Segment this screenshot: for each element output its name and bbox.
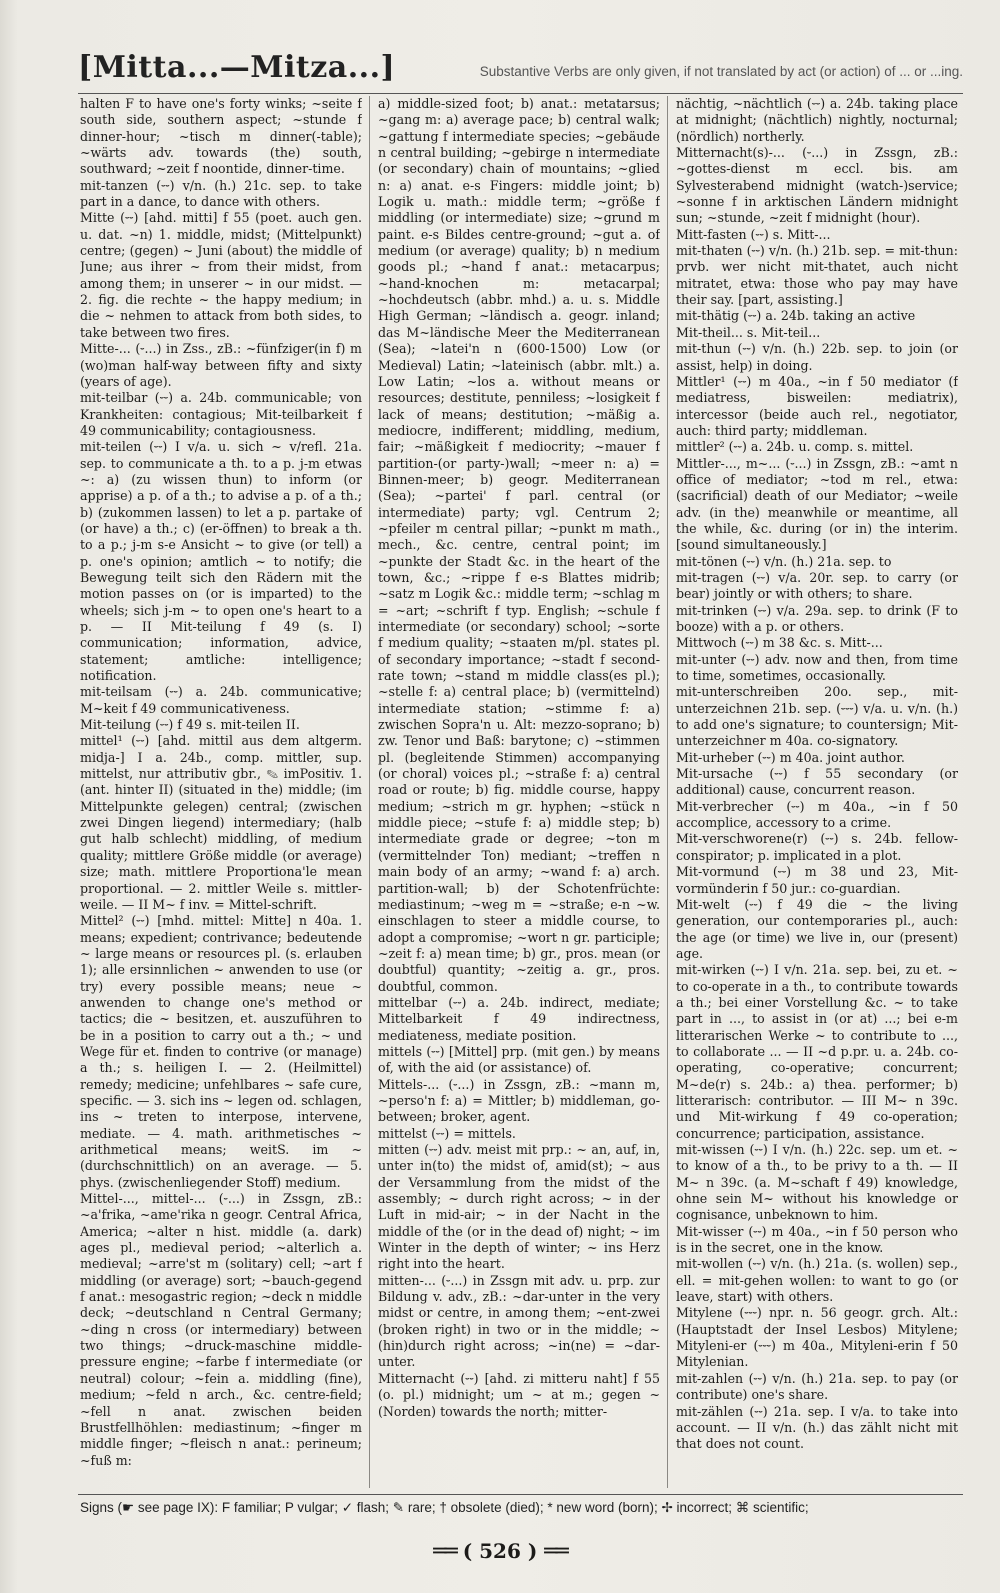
dictionary-entry: mit-wollen (⏑⏑) v/n. (h.) 21a. (s. wollen) sep., ell. = mit-gehen wollen: to want to go (or leave, start) with others. xyxy=(676,1256,958,1305)
dictionary-entry: mit-zahlen (⏑⏑) v/n. (h.) 21a. sep. to pay (or contribute) one's share. xyxy=(676,1370,958,1403)
dictionary-entry: mit-teilen (⏑⏑) I v/a. u. sich ~ v/refl. 21a. sep. to communicate a th. to a p. j-m etwas ~: a) (zu wissen thun) to inform (or apprise) a p. of a th.; to advise a p. of a th.; b) (zukommen lassen) to let a p. partake of (or have) a th.; c) (er-öffnen) to break a th. to a p.; j-m s-e Ansicht ~ to give (or tell) a p. one's opinion; amtlich ~ to notify; die Bewegung teilt sich den Rädern mit the motion passes on (or is imparted) to the wheels; sich j-m ~ to open one's heart to a p. — II Mit-teilung f 49 (s. I) communication; information, advice, statement; amtliche: intelligence; notification. xyxy=(80,439,362,684)
dictionary-entry: mittelst (⏑⏑) = mittels. xyxy=(378,1125,516,1141)
dictionary-entry: Mit-vormund (⏑⏑) m 38 und 23, Mit-vormünderin f 50 jur.: co-guardian. xyxy=(676,864,958,896)
dictionary-entry: Mittels-... (⏑...) in Zssgn, zB.: ~mann m, ~perso'n f: a) = Mittler; b) middleman, go-between; broker, agent. xyxy=(378,1076,660,1125)
dictionary-entry: Mit-wisser (⏑⏑) m 40a., ~in f 50 person who is in the secret, one in the know. xyxy=(676,1223,958,1256)
dictionary-entry: mittel¹ (⏑⏑) [ahd. mittil aus dem altgerm. midja-] I a. 24b., comp. mittler, sup. mittelst, nur attributiv gbr., ✎ imPositiv. 1. (ant. hinter II) (situated in the) middle; (im Mittelpunkte gelegen) central; (zwischen zwei Dingen liegend) intermediary; (halb gut halb schlecht) middling, of medium quality; mittlere Größe middle (or average) size; math. mittlere Proportiona'le mean proportional. — 2. mittler Weile s. mittler-weile. — II M~ f inv. = Mittel-schrift. xyxy=(80,733,362,912)
dictionary-entry: mit-trinken (⏑⏑) v/a. 29a. sep. to drink (F to booze) with a p. or others. xyxy=(676,602,958,634)
dictionary-entry: mit-zählen (⏑⏑) 21a. sep. I v/a. to take into account. — II v/n. (h.) das zählt nicht mit that does not count. xyxy=(676,1403,958,1452)
dictionary-entry: mit-teilsam (⏑⏑) a. 24b. communicative; M~keit f 49 communicativeness. xyxy=(80,684,362,716)
dictionary-entry: mitten-... (⏑...) in Zssgn mit adv. u. prp. zur Bildung v. adv., zB.: ~dar-unter in the very midst or centre, in among them; ~ent-zwei (broken right) in two or in the middle; ~(hin)durch right across; ~in(ne) = ~dar-unter. xyxy=(378,1272,660,1370)
dictionary-entry: mit-wirken (⏑⏑) I v/n. 21a. sep. bei, zu et. ~ to co-operate in a th., to contribute towards a th.; bei einer Vorstellung &c. ~ to take part in ..., to assist in (or at) ...; bei e-m litterarischen Werke ~ to contribute to ..., to collaborate ... — II ~d p.pr. u. a. 24b. co-operating, co-operative; concurrent; M~de(r) s. 24b.: a) thea. performer; b) litterarisch: contributor. — III M~ n 39c. und Mit-wirkung f 49 co-operation; concurrence; participation, assistance. xyxy=(676,962,958,1141)
dictionary-entry: Mittwoch (⏑⏑) m 38 &c. s. Mitt-... xyxy=(676,635,883,651)
dictionary-entry: mit-unter (⏑⏑) adv. now and then, from time to time, sometimes, occasionally. xyxy=(676,651,958,684)
dictionary-entry: Mitte (⏑⏑) [ahd. mitti] f 55 (poet. auch gen. u. dat. ~n) 1. middle, midst; (Mittelpunkt) centre; (gegen) ~ Juni (about) the middle of June; aus ihrer ~ from their midst, from among them; in unserer ~ in our midst. — 2. fig. die rechte ~ the happy medium; in die ~ nehmen to attack from both sides, to take between two fires. xyxy=(80,210,362,340)
dictionary-entry: Mit-welt (⏑⏑) f 49 die ~ the living generation, our contemporaries pl., auch: the age (or time) we live in, our (present) age. xyxy=(676,896,958,961)
ornament-bars-left: ══ xyxy=(433,1538,456,1564)
text-columns xyxy=(80,96,965,1491)
dictionary-entry: mit-tanzen (⏑⏑) v/n. (h.) 21c. sep. to take part in a dance, to dance with others. xyxy=(80,177,362,210)
dictionary-entry: Mittler¹ (⏑⏑) m 40a., ~in f 50 mediator (f mediatress, bisweilen: mediatrix), intercessor (beide auch rel., negotiator, auch: third party; middleman. xyxy=(676,373,958,438)
page-number-text: ( 526 ) xyxy=(462,1539,538,1563)
footer-rule xyxy=(78,1494,963,1495)
dictionary-entry: Mitternacht(s)-... (⏑...) in Zssgn, zB.: ~gottes-dienst m eccl. bis. am Sylvesterabend midnight (watch-)service; ~sonne f in arktischen Ländern midnight sun; ~stunde, ~zeit f midnight (hour). xyxy=(676,145,958,226)
dictionary-entry: mit-unterschreiben 20o. sep., mit-unterzeichnen 21b. sep. (⏑⏑⏑) v/a. u. v/n. (h.) to add one's signature; to countersign; Mit-unterzeichner m 40a. co-signatory. xyxy=(676,684,958,749)
dictionary-entry: mittels (⏑⏑) [Mittel] prp. (mit gen.) by means of, with the aid (or assistance) of. xyxy=(378,1043,660,1076)
dictionary-entry: Mittel² (⏑⏑) [mhd. mittel: Mitte] n 40a. 1. means; expedient; contrivance; bedeutende ~ large means or resources pl. (s. erlauben 1); alle ersinnlichen ~ anwenden to use (or try) every possible means; neue ~ anwenden to change one's method or tactics; die ~ besitzen, et. auszuführen to be in a position to carry out a th.; ~ und Wege für et. finden to contrive (or manage) a th.; s. heiligen I. — 2. (Heilmittel) remedy; medicine; unfehlbares ~ safe cure, specific. — 3. sich ins ~ legen od. schlagen, ins ~ treten to interpose, intervene, mediate. — 4. math. arithmetisches ~ arithmetical means; weitS. im ~ (durchschnittlich) on an average. — 5. phys. (zwischenliegender Stoff) medium. xyxy=(80,913,362,1190)
column-middle xyxy=(378,96,660,1491)
dictionary-entry: mittler² (⏑⏑) a. 24b. u. comp. s. mittel. xyxy=(676,439,914,455)
running-head: [Mitta...—Mitza...] xyxy=(78,50,396,85)
dictionary-entry: Mitternacht (⏑⏑) [ahd. zi mitteru naht] f 55 (o. pl.) midnight; um ~ at m.; gegen ~ (Norden) towards the north; mitter- xyxy=(378,1370,660,1419)
dictionary-entry: mit-thätig (⏑⏑) a. 24b. taking an active xyxy=(676,308,916,324)
dictionary-entry: Mit-ursache (⏑⏑) f 55 secondary (or additional) cause, concurrent reason. xyxy=(676,766,958,798)
dictionary-entry: halten F to have one's forty winks; ~seite f south side, southern aspect; ~stunde f dinner-hour; ~tisch m dinner(-table); ~wärts adv. towards (the) south, southward; ~zeit f noontide, dinner-time. xyxy=(80,96,362,177)
dictionary-entry: mit-thun (⏑⏑) v/n. (h.) 22b. sep. to join (or assist, help) in doing. xyxy=(676,341,958,373)
dictionary-entry: mittelbar (⏑⏑) a. 24b. indirect, mediate; Mittelbarkeit f 49 indirectness, mediateness, mediate position. xyxy=(378,994,660,1043)
dictionary-entry: a) middle-sized foot; b) anat.: metatarsus; ~gang m: a) average pace; b) central walk; ~gattung f intermediate species; ~gebäude n central building; ~gebirge n intermediate (or secondary) chain of mountains; ~glied n: a) anat. e-s Fingers: middle joint; b) Logik u. math.: middle term; ~größe f middling (or intermediate) size; ~grund m paint. e-s Bildes centre-ground; ~gut a. of medium (or average) quality; b) n medium goods pl.; ~hand f anat.: metacarpus; ~hand-knochen m: metacarpal; ~hochdeutsch (abbr. mhd.) a. u. s. Middle High German; ~ländisch a. geogr. inland; das M~ländische Meer the Mediterranean (Sea); ~latei'n n (600-1500) Low (or Medieval) Latin; ~lateinisch (abbr. mlt.) a. Low Latin; ~los a. without means or resources; destitute, penniless; ~losigkeit f lack of means; destitution; ~mäßig a. mediocre, indifferent; middling, medium, fair; ~mäßigkeit f mediocrity; ~mauer f partition-(or party-)wall; ~meer n: a) = Binnen-meer; b) geogr. Mediterranean (Sea); ~partei' f parl. central (or intermediate) party; vgl. Centrum 2; ~pfeiler m central pillar; ~punkt m math., mech., &c. centre, central point; im ~punkte der Stadt &c. in the heart of the town, &c.; ~rippe f e-s Blattes midrib; ~satz m Logik &c.: middle term; ~schlag m = ~art; ~schrift f typ. English; ~schule f intermediate (or secondary) school; ~sorte f medium quality; ~staaten m/pl. states pl. of secondary importance; ~stadt f second-rate town; ~stand m middle class(es pl.); ~stelle f: a) central place; b) (vermittelnd) intermediate station; ~stimme f: a) zwischen Sopra'n u. Alt: mezzo-soprano; b) zw. Tenor und Baß: barytone; c) ~stimmen pl. (begleitende Stimmen) accompanying (or choral) voices pl.; ~straße f: a) central road or route; b) fig. middle course, happy medium; ~strich m gr. hyphen; ~stück n middle piece; ~stufe f: a) middle step; b) intermediate grade or degree; ~ton m (vermittelnder Ton) mediant; ~treffen n main body of an army; ~wand f: a) arch. partition-wall; b) der Schotenfrüchte: mediastinum; ~weg m = ~straße; e-n ~w. einschlagen to steer a middle course, to adopt a compromise; ~wort n gr. participle; ~zeit f: a) mean time; b) gr., pros. mean (or doubtful) quantity; ~zeitig a. gr., pros. doubtful, common. xyxy=(378,96,660,994)
dictionary-entry: Mitylene (⏑⏑⏑) npr. n. 56 geogr. grch. Alt.: (Hauptstadt der Insel Lesbos) Mitylene; Mityleni-er (⏑⏑⏑) m 40a., Mityleni-erin f 50 Mitylenian. xyxy=(676,1305,958,1370)
dictionary-entry: mit-teilbar (⏑⏑) a. 24b. communicable; von Krankheiten: contagious; Mit-teilbarkeit f 49 communicability; contagiousness. xyxy=(80,390,362,438)
column-right xyxy=(676,96,958,1491)
dictionary-entry: Mittler-..., m~... (⏑...) in Zssgn, zB.: ~amt n office of mediator; ~tod m rel., etwa: (sacrificial) death of our Mediator; ~weile adv. (in the) meanwhile or meantime, all the while, &c. during (or in) the interim. [sound simultaneously.] xyxy=(676,455,958,553)
dictionary-entry: mit-wissen (⏑⏑) I v/n. (h.) 22c. sep. um et. ~ to know of a th., to be privy to a th. — II M~ n 39c. (a. M~schaft f 49) knowledge, ohne sein M~ without his knowledge or cognisance, unbeknown to him. xyxy=(676,1142,958,1223)
dictionary-entry: mit-tönen (⏑⏑) v/n. (h.) 21a. sep. to xyxy=(676,553,892,569)
dictionary-entry: Mit-urheber (⏑⏑) m 40a. joint author. xyxy=(676,749,905,765)
dictionary-entry: mitten (⏑⏑) adv. meist mit prp.: ~ an, auf, in, unter in(to) the midst of, amid(st); ~ aus der Versammlung from the midst of the assembly; ~ durch right across; ~ in der Luft in mid-air; ~ in der Nacht in the middle of the (or in the dead of) night; ~ im Winter in the depth of winter; ~ ins Herz right into the heart. xyxy=(378,1142,660,1272)
dictionary-entry: Mit-teilung (⏑⏑) f 49 s. mit-teilen II. xyxy=(80,717,300,733)
dictionary-entry: mit-thaten (⏑⏑) v/n. (h.) 21b. sep. = mit-thun: prvb. wer nicht mit-thatet, auch nicht mitratet, etwa: those who pay may have their say. [part, assisting.] xyxy=(676,243,958,308)
dictionary-entry: Mit-theil... s. Mit-teil... xyxy=(676,324,821,340)
header-note: Substantive Verbs are only given, if not translated by act (or action) of ... or ...ing. xyxy=(479,64,963,79)
signs-legend: Signs (☛ see page IX): F familiar; P vulgar; ✓ flash; ✎ rare; † obsolete (died); * new word (born); ✢ incorrect; ⌘ scientific; xyxy=(80,1500,809,1515)
dictionary-entry: Mitt-fasten (⏑⏑) s. Mitt-... xyxy=(676,226,831,242)
page-number xyxy=(0,1538,1000,1564)
header-rule xyxy=(78,93,963,94)
dictionary-entry: Mittel-..., mittel-... (⏑...) in Zssgn, zB.: ~a'frika, ~ame'rika n geogr. Central Africa, America; ~alter n hist. middle (a. dark) ages pl., medieval period; ~alterlich a. medieval; ~arre'st m (solitary) cell; ~art f middling (or average) sort; ~bauch-gegend f anat.: mesogastric region; ~deck n middle deck; ~deutschland n Central Germany; ~ding n cross (or intermediary) between two things; ~druck-maschine middle-pressure engine; ~farbe f intermediate (or neutral) colour; ~fein a. middling (fine), medium; ~feld n arch., &c. centre-field; ~fell n anat. zwischen beiden Brustfellhöhlen: mediastinum; ~finger m middle finger; ~fleisch n anat.: perineum; ~fuß m: xyxy=(80,1191,362,1468)
ornament-bars-right: ══ xyxy=(544,1538,567,1564)
page-header xyxy=(78,50,963,90)
column-left xyxy=(80,96,362,1491)
dictionary-entry: Mitte-... (⏑...) in Zss., zB.: ~fünfziger(in f) m (wo)man half-way between fifty and sixty (years of age). xyxy=(80,341,362,389)
dictionary-entry: Mit-verschworene(r) (⏑⏑) s. 24b. fellow-conspirator; p. implicated in a plot. xyxy=(676,831,958,863)
dictionary-entry: mit-tragen (⏑⏑) v/a. 20r. sep. to carry (or bear) jointly or with others; to share. xyxy=(676,569,958,602)
dictionary-entry: nächtig, ~nächtlich (⏑⏑) a. 24b. taking place at midnight; (nächtlich) nightly, nocturnal; (nördlich) northerly. xyxy=(676,96,958,144)
dictionary-entry: Mit-verbrecher (⏑⏑) m 40a., ~in f 50 accomplice, accessory to a crime. xyxy=(676,798,958,831)
